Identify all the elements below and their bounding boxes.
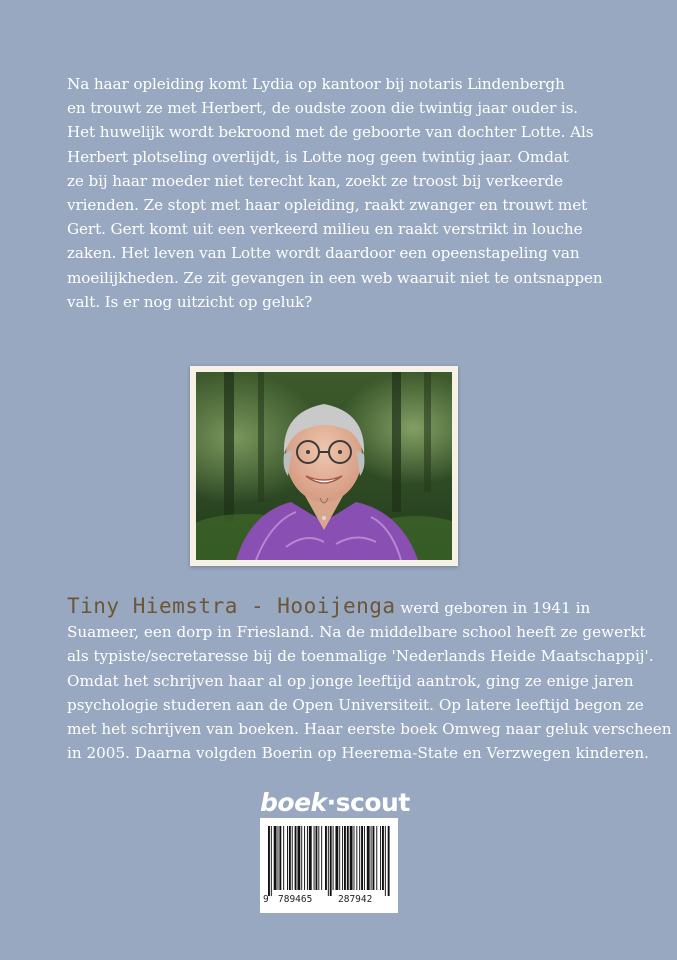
bio-line: in 2005. Daarna volgden Boerin op Heerema-State en Verzwegen kinderen. — [67, 744, 649, 763]
blurb-line: zaken. Het leven van Lotte wordt daardoor een opeenstapeling van — [67, 244, 580, 263]
barcode-bar — [376, 826, 377, 890]
isbn-barcode — [260, 818, 398, 913]
barcode-bar — [295, 826, 297, 890]
blurb-line: Het huwelijk wordt bekroond met de geboorte van dochter Lotte. Als — [67, 123, 594, 142]
barcode-bar — [380, 826, 381, 890]
blurb-line: valt. Is er nog uitzicht op geluk? — [67, 292, 313, 311]
barcode-bar — [333, 826, 334, 890]
barcode-digits-right: 287942 — [338, 894, 373, 905]
barcode-bar — [373, 826, 375, 890]
barcode-bar — [278, 826, 279, 890]
barcode-bar — [292, 826, 293, 890]
barcode-bar — [335, 826, 338, 890]
barcode-bar — [301, 826, 302, 890]
bio-line: met het schrijven van boeken. Haar eerste boek Omweg naar geluk verscheen — [67, 720, 672, 739]
author-bio — [67, 594, 672, 765]
bio-line: Omdat het schrijven haar al op jonge leeftijd aantrok, ging ze enige jaren — [67, 671, 634, 690]
barcode-bars — [266, 826, 392, 896]
barcode-bar — [328, 826, 329, 896]
barcode-bar — [367, 826, 370, 890]
barcode-bar — [325, 826, 327, 890]
barcode-bar — [274, 826, 277, 890]
bio-line: Suameer, een dorp in Friesland. Na de middelbare school heeft ze gewerkt — [67, 623, 646, 642]
barcode-bar — [371, 826, 372, 890]
barcode-bar — [283, 826, 284, 890]
barcode-bar — [309, 826, 312, 890]
publisher-logo-part2: scout — [335, 788, 410, 817]
barcode-bar — [347, 826, 349, 890]
barcode-bar — [279, 826, 281, 890]
barcode-bar — [356, 826, 357, 890]
barcode-bar — [388, 826, 390, 896]
barcode-bar — [268, 826, 270, 896]
blurb-line: vrienden. Ze stopt met haar opleiding, raakt zwanger en trouwt met — [67, 196, 588, 215]
blurb-line: en trouwt ze met Herbert, de oudste zoon die twintig jaar ouder is. — [67, 99, 579, 118]
blurb-line: ze bij haar moeder niet terecht kan, zoekt ze troost bij verkeerde — [67, 171, 564, 190]
bio-first-line — [67, 594, 627, 620]
barcode-bar — [330, 826, 332, 896]
barcode-bar — [361, 826, 363, 890]
barcode-bar — [314, 826, 315, 890]
barcode-digits-left: 789465 — [278, 894, 313, 905]
barcode-bar — [342, 826, 343, 890]
bio-line: werd geboren in 1941 in — [395, 599, 591, 617]
barcode-bar — [287, 826, 288, 890]
blurb-text — [67, 72, 622, 314]
publisher-logo — [260, 788, 410, 817]
barcode-bar — [321, 826, 322, 890]
author-photo-frame — [190, 366, 458, 566]
barcode-digit-first: 9 — [263, 894, 269, 905]
barcode-bar — [359, 826, 360, 890]
barcode-bar — [304, 826, 305, 890]
barcode-bar — [364, 826, 365, 890]
barcode-bar — [318, 826, 319, 890]
barcode-bar — [350, 826, 353, 890]
publisher-logo-part1: boek — [260, 788, 327, 817]
barcode-bar — [354, 826, 355, 890]
blurb-line: Na haar opleiding komt Lydia op kantoor bij notaris Lindenbergh — [67, 75, 565, 93]
barcode-bar — [271, 826, 272, 896]
barcode-bar — [289, 826, 291, 890]
barcode-digits — [260, 894, 398, 910]
bio-line: als typiste/secretaresse bij de toenmalige 'Nederlands Heide Maatschappij'. — [67, 647, 654, 666]
bio-line: psychologie studeren aan de Open Universiteit. Op latere leeftijd begon ze — [67, 695, 644, 714]
publisher-logo-separator: · — [326, 788, 336, 817]
blurb-line: Herbert plotseling overlijdt, is Lotte nog geen twintig jaar. Omdat — [67, 147, 569, 166]
blurb-line: Gert. Gert komt uit een verkeerd milieu en raakt verstrikt in louche — [67, 220, 583, 239]
author-photo — [196, 372, 452, 560]
barcode-bar — [344, 826, 346, 890]
barcode-bar — [339, 826, 340, 890]
barcode-bar — [385, 826, 386, 896]
blurb-line: moeilijkheden. Ze zit gevangen in een web waaruit niet te ontsnappen — [67, 268, 603, 287]
barcode-bar — [307, 826, 308, 890]
barcode-bar — [316, 826, 318, 890]
barcode-bar — [297, 826, 300, 890]
barcode-bar — [382, 826, 384, 890]
author-name: Tiny Hiemstra - Hooijenga — [67, 594, 396, 618]
